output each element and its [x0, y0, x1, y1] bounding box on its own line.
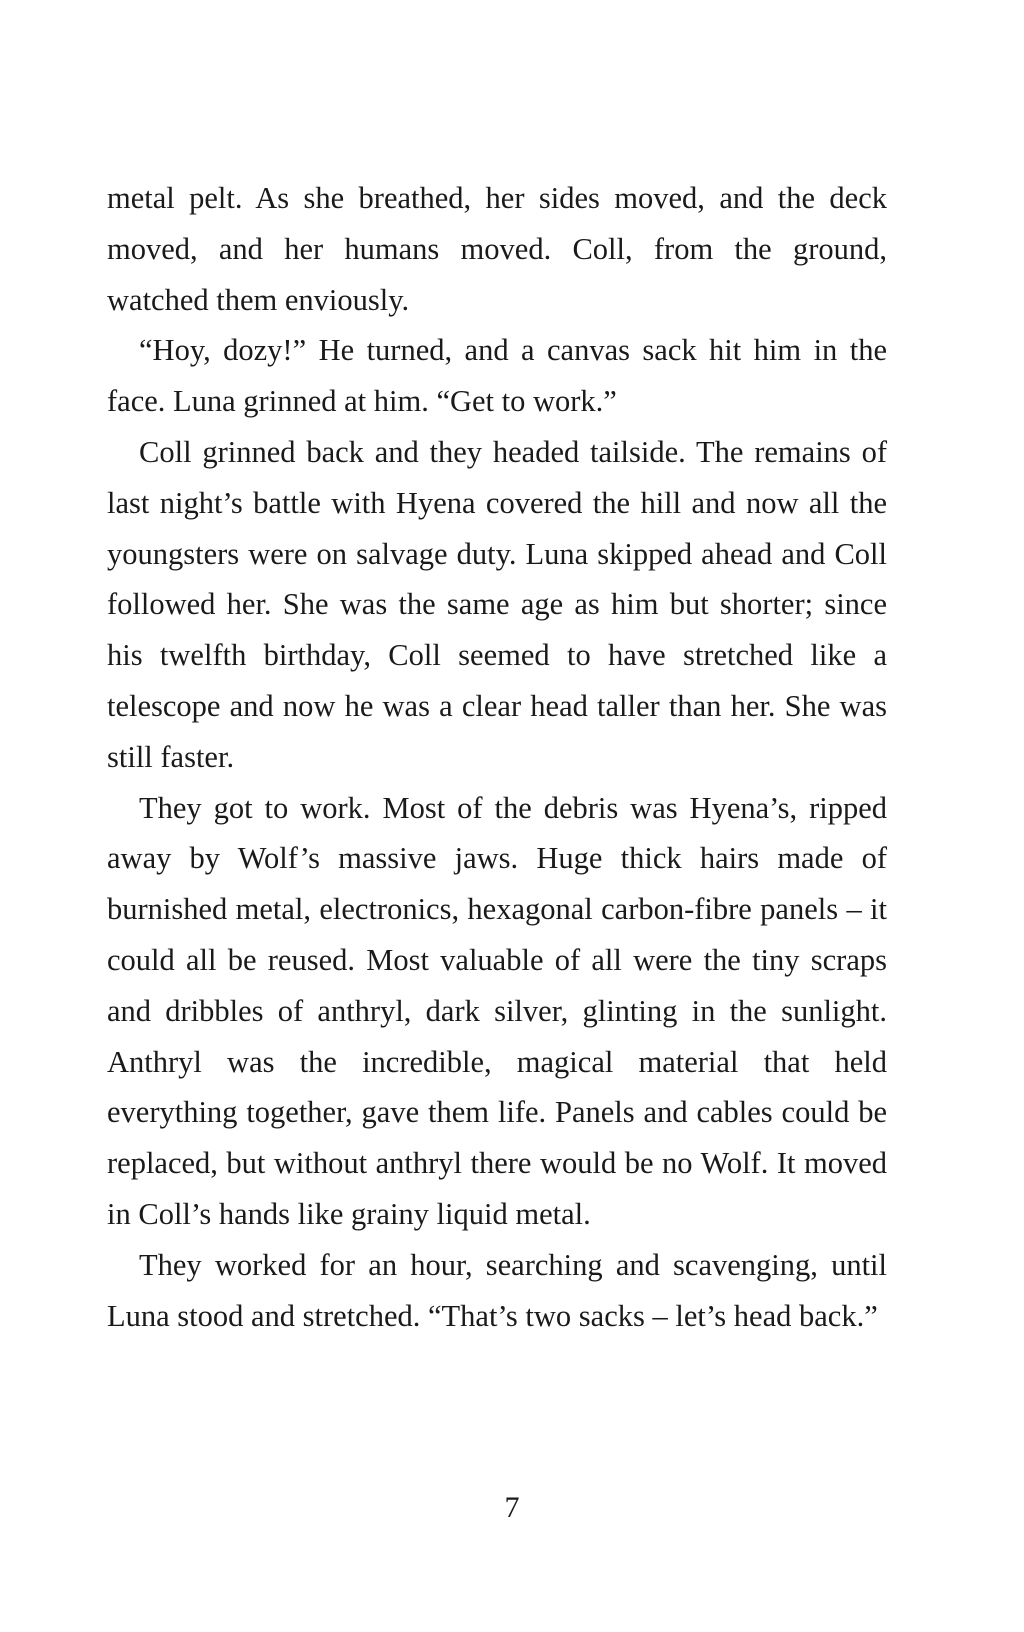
paragraph: They got to work. Most of the debris was Hyena’s, ripped away by Wolf’s massive jaws. Huge thick hairs made of burnished metal, electronics, hexagonal carbon-fibre panels – it could all be reused. Most valuable of all were the tiny scraps and dribbles of anthryl, dark silver, glinting in the sunlight. Anthryl was the incredible, magical material that held everything together, gave them life. Panels and cables could be replaced, but without anthryl there would be no Wolf. It moved in Coll’s hands like grainy liquid metal. — [107, 790, 887, 1231]
paragraph: “Hoy, dozy!” He turned, and a canvas sack hit him in the face. Luna grinned at him. “Get to work.” — [107, 333, 887, 419]
paragraph: metal pelt. As she breathed, her sides moved, and the deck moved, and her humans moved. Coll, from the ground, watched them enviously. — [107, 181, 887, 317]
body-text — [107, 173, 887, 1341]
page-number: 7 — [504, 1491, 520, 1524]
paragraph: They worked for an hour, searching and scavenging, until Luna stood and stretched. “That’s two sacks – let’s head back.” — [107, 1247, 887, 1333]
paragraph: Coll grinned back and they headed tailside. The remains of last night’s battle with Hyena covered the hill and now all the youngsters were on salvage duty. Luna skipped ahead and Coll followed her. She was the same age as him but shorter; since his twelfth birthday, Coll seemed to have stretched like a telescope and now he was a clear head taller than her. She was still faster. — [107, 434, 887, 774]
